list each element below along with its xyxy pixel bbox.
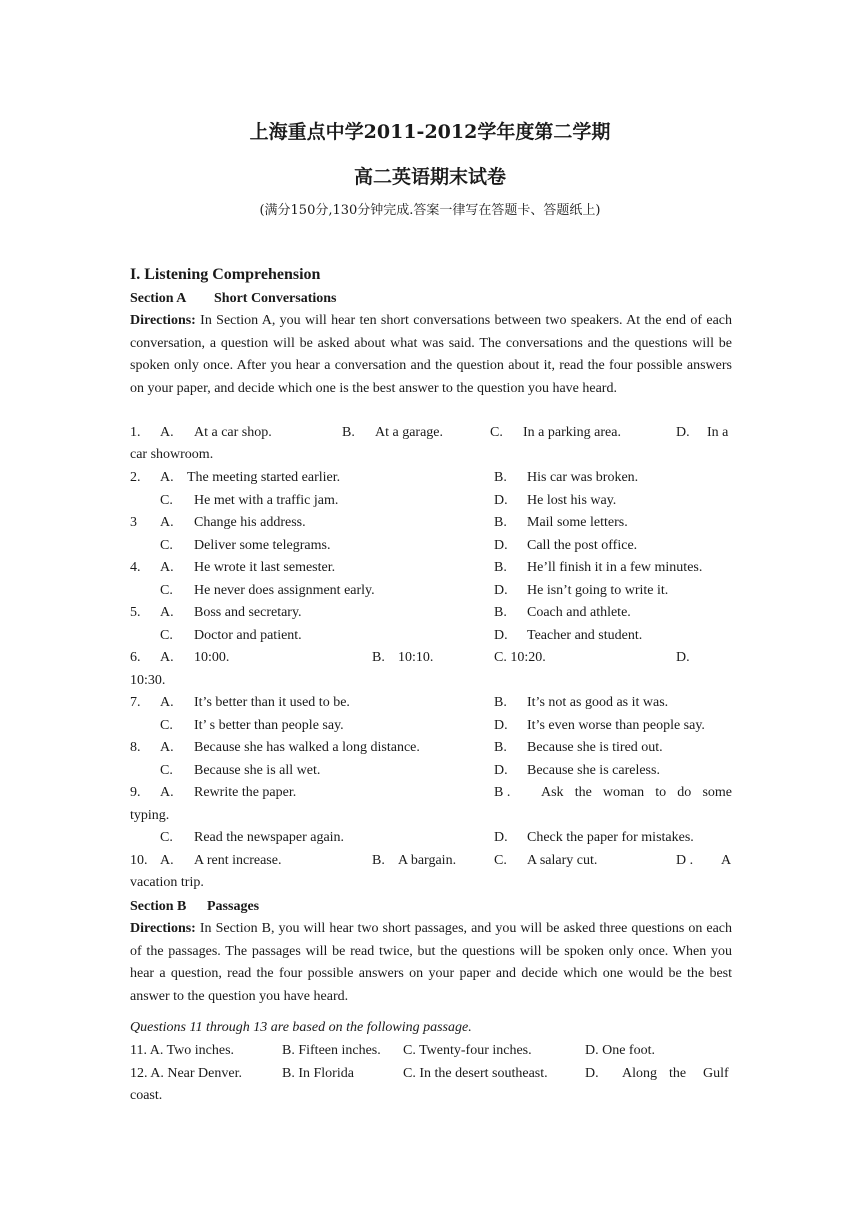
option-d-letter: D . — [676, 853, 694, 868]
option-d-text: It’s even worse than people say. — [527, 718, 705, 733]
option-c-letter: C. — [160, 830, 173, 845]
option-d-word-2: the — [669, 1066, 687, 1081]
question-number: 6. — [130, 650, 141, 665]
option-a-letter: A. — [160, 650, 174, 665]
option-a-letter: A. — [160, 785, 174, 800]
question-number: 1. — [130, 425, 141, 440]
question-8-row-2 — [0, 762, 860, 780]
option-c-text: Deliver some telegrams. — [194, 538, 331, 553]
directions-label: Directions: — [130, 313, 196, 328]
option-d-text: D. One foot. — [585, 1043, 655, 1058]
option-b-text: A bargain. — [398, 853, 457, 868]
option-b-text: Mail some letters. — [527, 515, 628, 530]
question-6 — [0, 649, 860, 667]
option-d-letter: D. — [494, 628, 508, 643]
option-a-text: At a car shop. — [194, 425, 272, 440]
option-a-letter: A. — [160, 425, 174, 440]
option-c-text: Because she is all wet. — [194, 763, 321, 778]
question-number: 9. — [130, 785, 141, 800]
option-c-text: Doctor and patient. — [194, 628, 302, 643]
option-d-text: He isn’t going to write it. — [527, 583, 669, 598]
option-a-letter: A. — [160, 853, 174, 868]
option-d-letter: D. — [494, 763, 508, 778]
option-b-text: Coach and athlete. — [527, 605, 631, 620]
option-d-letter: D. — [494, 830, 508, 845]
option-d-text: Because she is careless. — [527, 763, 660, 778]
option-a-letter: A. — [160, 605, 174, 620]
question-10 — [0, 852, 860, 870]
directions-text: In Section B, you will hear two short passages, and you will be asked three questions on each of the passages. The passages will be read twice, but the questions will be spoken only once. When you hear a question, read the four possible answers on your paper and decide which one would be the best answer to the question you have heard. — [130, 921, 732, 1004]
question-12-continued — [0, 1087, 860, 1105]
section-b-heading — [0, 898, 860, 916]
question-4-row-2 — [0, 582, 860, 600]
option-c-text: In a parking area. — [523, 425, 621, 440]
option-b-letter: B . — [494, 785, 511, 800]
question-5-row-2 — [0, 627, 860, 645]
question-10-continued — [0, 874, 860, 892]
option-b-letter: B. — [372, 853, 385, 868]
option-a-text: Change his address. — [194, 515, 306, 530]
option-a-text: Rewrite the paper. — [194, 785, 297, 800]
option-b-text: Because she is tired out. — [527, 740, 663, 755]
option-c-letter: C. — [160, 718, 173, 733]
question-number: 4. — [130, 560, 141, 575]
option-b-text: B. In Florida — [282, 1066, 354, 1081]
question-number: 2. — [130, 470, 141, 485]
option-a-letter: A. — [160, 470, 174, 485]
option-a-text: It’s better than it used to be. — [194, 695, 350, 710]
option-b-text: B. Fifteen inches. — [282, 1043, 381, 1058]
question-number: 5. — [130, 605, 141, 620]
option-d-text: He lost his way. — [527, 493, 617, 508]
option-d-word-3: Gulf — [703, 1066, 729, 1081]
question-6-continued — [0, 672, 860, 690]
section-a-heading — [0, 290, 860, 308]
option-d-letter: D. — [494, 493, 508, 508]
option-b-continued: typing. — [130, 808, 170, 823]
option-b-text: Ask the woman to do some — [541, 785, 732, 800]
option-b-letter: B. — [494, 470, 507, 485]
option-b-text: He’ll finish it in a few minutes. — [527, 560, 703, 575]
question-number: 8. — [130, 740, 141, 755]
option-a-text: 11. A. Two inches. — [130, 1043, 235, 1058]
option-d-text: Call the post office. — [527, 538, 638, 553]
option-d-text: In a — [707, 425, 729, 440]
option-a-letter: A. — [160, 695, 174, 710]
question-3 — [0, 514, 860, 532]
exam-subtitle: 高二英语期末试卷 — [353, 166, 506, 188]
question-number: 10. — [130, 853, 148, 868]
option-a-text: Boss and secretary. — [194, 605, 302, 620]
option-d-text: Teacher and student. — [527, 628, 643, 643]
option-d-text: A — [721, 853, 732, 868]
option-b-text: It’s not as good as it was. — [527, 695, 669, 710]
option-c-text: A salary cut. — [527, 853, 598, 868]
option-d-continued: coast. — [130, 1088, 163, 1103]
directions-label: Directions: — [130, 921, 196, 936]
option-d-letter: D. — [676, 425, 690, 440]
option-a-letter: A. — [160, 515, 174, 530]
option-c-letter: C. — [160, 583, 173, 598]
option-c-letter: C. — [160, 493, 173, 508]
option-b-letter: B. — [494, 605, 507, 620]
option-d-letter: D. — [585, 1066, 599, 1081]
option-a-text: He wrote it last semester. — [194, 560, 336, 575]
option-c-text: C. Twenty-four inches. — [403, 1043, 532, 1058]
option-a-letter: A. — [160, 740, 174, 755]
question-1 — [0, 424, 860, 442]
question-7 — [0, 694, 860, 712]
section-b-name: Passages — [207, 899, 260, 914]
option-d-letter: D. — [494, 538, 508, 553]
question-number: 7. — [130, 695, 141, 710]
question-5 — [0, 604, 860, 622]
option-c-text: C. 10:20. — [494, 650, 546, 665]
question-1-continued — [0, 446, 860, 464]
option-d-continued: 10:30. — [130, 673, 166, 688]
section-b-label: Section B — [130, 899, 187, 914]
option-b-letter: B. — [494, 560, 507, 575]
question-11 — [0, 1042, 860, 1060]
option-b-text: 10:10. — [398, 650, 434, 665]
question-2 — [0, 469, 860, 487]
option-b-text: At a garage. — [375, 425, 444, 440]
option-c-text: Read the newspaper again. — [194, 830, 345, 845]
option-c-letter: C. — [160, 628, 173, 643]
directions-text: In Section A, you will hear ten short conversations between two speakers. At the end of each conversation, a question will be asked about what was said. The conversations and the questions will be spoken only once. After you hear a conversation and the question about it, read the four possible answers on your paper, and decide which one is the best answer to the question you have heard. — [130, 313, 732, 396]
option-c-letter: C. — [494, 853, 507, 868]
option-b-letter: B. — [342, 425, 355, 440]
option-b-letter: B. — [494, 695, 507, 710]
option-d-text: Check the paper for mistakes. — [527, 830, 694, 845]
option-a-text: Because she has walked a long distance. — [194, 740, 420, 755]
section-a-name: Short Conversations — [214, 291, 337, 306]
option-c-letter: C. — [160, 538, 173, 553]
option-d-word-1: Along — [622, 1066, 657, 1081]
option-c-letter: C. — [160, 763, 173, 778]
question-9 — [0, 784, 860, 802]
question-2-row-2 — [0, 492, 860, 510]
option-d-letter: D. — [494, 718, 508, 733]
option-b-letter: B. — [372, 650, 385, 665]
section-a-label: Section A — [130, 291, 187, 306]
option-a-text: 12. A. Near Denver. — [130, 1066, 242, 1081]
question-9-continued — [0, 807, 860, 825]
option-c-text: C. In the desert southeast. — [403, 1066, 548, 1081]
option-c-text: It’ s better than people say. — [194, 718, 344, 733]
option-a-text: The meeting started earlier. — [187, 470, 341, 485]
question-8 — [0, 739, 860, 757]
question-7-row-2 — [0, 717, 860, 735]
question-9-row-2 — [0, 829, 860, 847]
option-d-letter: D. — [676, 650, 690, 665]
option-c-text: He never does assignment early. — [194, 583, 375, 598]
option-d-continued: vacation trip. — [130, 875, 204, 890]
question-number: 3 — [130, 515, 137, 530]
option-b-letter: B. — [494, 740, 507, 755]
option-a-text: A rent increase. — [194, 853, 282, 868]
option-c-text: He met with a traffic jam. — [194, 493, 339, 508]
option-c-letter: C. — [490, 425, 503, 440]
option-d-continued: car showroom. — [130, 447, 214, 462]
part-heading: I. Listening Comprehension — [130, 266, 321, 283]
passage-intro: Questions 11 through 13 are based on the following passage. — [130, 1020, 472, 1035]
option-a-text: 10:00. — [194, 650, 230, 665]
option-b-letter: B. — [494, 515, 507, 530]
question-12 — [0, 1065, 860, 1083]
option-d-letter: D. — [494, 583, 508, 598]
question-4 — [0, 559, 860, 577]
option-b-text: His car was broken. — [527, 470, 639, 485]
option-a-letter: A. — [160, 560, 174, 575]
question-3-row-2 — [0, 537, 860, 555]
exam-note: (满分150分,130分钟完成.答案一律写在答题卡、答题纸上) — [259, 203, 601, 218]
exam-title: 上海重点中学2011-2012学年度第二学期 — [249, 121, 611, 143]
section-a-directions — [130, 310, 732, 400]
section-b-directions — [130, 918, 732, 1008]
